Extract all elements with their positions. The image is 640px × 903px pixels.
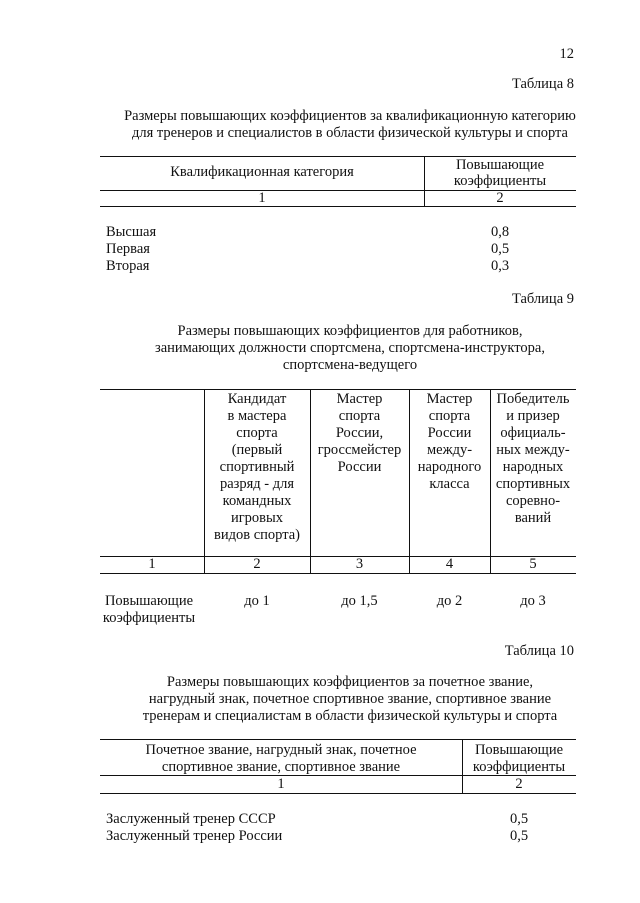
table-10-top-border bbox=[100, 739, 576, 740]
table-10-title-line-3: тренерам и специалистам в области физической культуры и спорта bbox=[142, 708, 558, 724]
table-9-col-2-header-line: в мастера bbox=[227, 408, 287, 424]
table-9-number-divider bbox=[100, 573, 576, 574]
table-9-title-line-2: занимающих должности спортсмена, спортсмена-инструктора, bbox=[155, 340, 545, 356]
page-number: 12 bbox=[559, 46, 574, 62]
table-9-col-2-header-line: Кандидат bbox=[227, 391, 287, 407]
table-10-header-coefficient-line-1: Повышающие bbox=[474, 742, 564, 758]
table-8-header-coefficient-line-2: коэффициенты bbox=[453, 173, 547, 189]
table-10-number-divider bbox=[100, 793, 576, 794]
table-10-title-line-1: Размеры повышающих коэффициентов за почетное звание, bbox=[166, 674, 534, 690]
table-9-col-3-header-line: Мастер bbox=[336, 391, 383, 407]
table-10-row-coefficient: 0,5 bbox=[509, 828, 529, 844]
table-10-label: Таблица 10 bbox=[504, 643, 574, 659]
table-10-header-coefficient-line-2: коэффициенты bbox=[472, 759, 566, 775]
table-9-title-line-1: Размеры повышающих коэффициентов для работников, bbox=[177, 323, 523, 339]
table-10-row-title: Заслуженный тренер России bbox=[106, 828, 283, 844]
table-8-row-category: Первая bbox=[106, 241, 150, 257]
table-8-title-line-1: Размеры повышающих коэффициентов за квалификационную категорию bbox=[124, 108, 576, 124]
table-9-label: Таблица 9 bbox=[511, 291, 574, 307]
table-9-col-4-header-line: класса bbox=[429, 476, 470, 492]
table-8-row-category: Высшая bbox=[106, 224, 157, 240]
table-9-row-value: до 3 bbox=[520, 593, 546, 609]
table-9-column-number-5: 5 bbox=[529, 556, 537, 572]
table-8-header-coefficient-line-1: Повышающие bbox=[455, 157, 545, 173]
table-9-col-5-header-line: Победитель bbox=[496, 391, 570, 407]
table-9-col-2-header-line: разряд - для bbox=[219, 476, 295, 492]
table-9-col-4-header-line: народного bbox=[417, 459, 482, 475]
table-9-row-label-line-1: Повышающие bbox=[104, 593, 194, 609]
table-9-col-2-header-line: игровых bbox=[230, 510, 284, 526]
table-9-col-2-header-line: спортивный bbox=[219, 459, 295, 475]
table-10-title-line-2: нагрудный знак, почетное спортивное звание, спортивное звание bbox=[148, 691, 552, 707]
table-9-col-3-header-line: спорта bbox=[338, 408, 381, 424]
table-10-column-number-2: 2 bbox=[515, 776, 523, 792]
table-9-col-4-header-line: спорта bbox=[428, 408, 471, 424]
table-9-col-2-header-line: спорта bbox=[236, 425, 278, 441]
table-9-col-4-header-line: России bbox=[427, 425, 472, 441]
table-9-column-number-4: 4 bbox=[445, 556, 454, 572]
table-9-column-number-3: 3 bbox=[355, 556, 364, 572]
table-9-col-4-header-line: между- bbox=[426, 442, 473, 458]
table-8-row-coefficient: 0,3 bbox=[490, 258, 510, 274]
table-9-top-border bbox=[100, 389, 576, 390]
table-9-col-5-header-line: официаль- bbox=[500, 425, 566, 441]
table-9-col-5-header-line: и призер bbox=[506, 408, 560, 424]
table-9-col-5-header-line: соревно- bbox=[505, 493, 561, 509]
table-9-col-2-header-line: видов спорта) bbox=[214, 527, 300, 543]
table-10-header-title-line-1: Почетное звание, нагрудный знак, почетное bbox=[145, 742, 417, 758]
table-8-header-category: Квалификационная категория bbox=[170, 164, 354, 180]
table-10-row-title: Заслуженный тренер СССР bbox=[106, 811, 276, 827]
table-9-col-2-header-line: (первый bbox=[231, 442, 283, 458]
table-9-row-label-line-2: коэффициенты bbox=[102, 610, 196, 626]
table-9-col-4-header-line: Мастер bbox=[426, 391, 473, 407]
table-9-col-2-header-line: командных bbox=[222, 493, 292, 509]
table-10-row-coefficient: 0,5 bbox=[509, 811, 529, 827]
table-9-col-3-header-line: России, bbox=[335, 425, 384, 441]
table-9-col-3-header-line: России bbox=[337, 459, 382, 475]
table-9-col-5-header-line: ных между- bbox=[496, 442, 570, 458]
table-9-row-value: до 1,5 bbox=[341, 593, 378, 609]
table-8-label: Таблица 8 bbox=[511, 76, 574, 92]
table-9-col-5-header-line: спортивных bbox=[495, 476, 571, 492]
table-9-title-line-3: спортсмена-ведущего bbox=[282, 357, 418, 373]
table-9-column-number-1: 1 bbox=[148, 556, 156, 572]
table-9-col-5-header-line: ваний bbox=[514, 510, 552, 526]
table-8-column-number-2: 2 bbox=[496, 190, 504, 206]
table-8-row-coefficient: 0,5 bbox=[490, 241, 510, 257]
table-9-row-value: до 2 bbox=[436, 593, 463, 609]
table-10-column-number-1: 1 bbox=[277, 776, 285, 792]
table-8-column-number-1: 1 bbox=[258, 190, 266, 206]
table-8-row-coefficient: 0,8 bbox=[490, 224, 510, 240]
table-8-row-category: Вторая bbox=[106, 258, 150, 274]
table-9-col-5-header-line: народных bbox=[502, 459, 564, 475]
table-8-title-line-2: для тренеров и специалистов в области физической культуры и спорта bbox=[132, 125, 568, 141]
table-9-col-3-header-line: гроссмейстер bbox=[317, 442, 402, 458]
table-9-column-number-2: 2 bbox=[253, 556, 261, 572]
table-9-row-value: до 1 bbox=[244, 593, 270, 609]
table-10-header-title-line-2: спортивное звание, спортивное звание bbox=[161, 759, 401, 775]
